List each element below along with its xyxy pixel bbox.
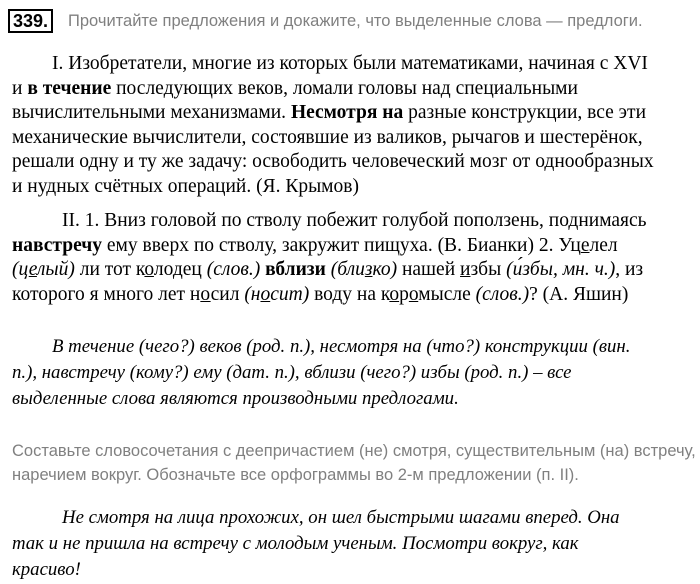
- text1-line: и в течение последующих веков, ломали головы над специальными: [12, 77, 578, 99]
- orthogram: и: [460, 259, 471, 281]
- answer2-line: Не смотря на лица прохожих, он шел быстрыми шагами вперед. Она: [62, 507, 620, 528]
- task-2: [12, 440, 696, 487]
- answer1-line: В течение (чего?) веков (род. п.), несмотря на (что?) конструкции (вин.: [52, 336, 631, 357]
- answer1-line: выделенные слова являются производными предлогами.: [12, 388, 459, 409]
- text1-line: решали одну и ту же задачу: освободить человеческий мозг от однообразных: [12, 151, 654, 173]
- orthogram: о: [260, 283, 271, 305]
- text1-line: и нудных счётных операций. (Я. Крымов): [12, 175, 359, 197]
- task2-line: наречием вокруг. Обозначьте все орфограммы во 2-м предложении (п. II).: [12, 465, 579, 484]
- text1-line: вычислительными механизмами. Несмотря на разные конструкции, все эти: [12, 102, 647, 124]
- text2-line: которого я много лет носил (носит) воду на коромысле (слов.)? (А. Яшин): [12, 283, 629, 305]
- answer-2: [12, 505, 692, 583]
- text1-line: механические вычислители, состоявшие из валиков, рычагов и шестерёнок,: [12, 126, 643, 148]
- orthogram: о: [389, 283, 400, 305]
- exercise-header: [6, 8, 696, 36]
- highlighted-word: в течение: [27, 77, 112, 99]
- highlighted-word: Несмотря на: [290, 102, 404, 124]
- orthogram: е: [580, 234, 590, 256]
- answer1-line: п.), навстречу (кому?) ему (дат. п.), вблизи (чего?) избы (род. п.) – все: [12, 362, 572, 383]
- orthogram: е: [28, 259, 37, 281]
- text2-line: (целый) ли тот колодец (слов.) вблизи (близко) нашей избы (и́збы, мн. ч.), из: [12, 259, 644, 281]
- answer-1: [12, 334, 692, 412]
- text1-line: I. Изобретатели, многие из которых были математиками, начиная с XVI: [52, 53, 648, 74]
- exercise-number: 339.: [8, 9, 53, 33]
- exercise-task: Прочитайте предложения и докажите, что выделенные слова — предлоги.: [68, 12, 643, 30]
- text-part-2: [12, 209, 692, 307]
- task2-line: Составьте словосочетания с деепричастием (не) смотря, существительным (на) встречу,: [12, 442, 696, 460]
- orthogram: о: [144, 259, 154, 281]
- highlighted-word: навстречу: [12, 234, 102, 256]
- answer2-line: так и не пришла на встречу с молодым ученым. Посмотри вокруг, как: [12, 533, 579, 554]
- answer2-line: красиво!: [12, 559, 81, 580]
- orthogram: о: [408, 283, 419, 305]
- text-part-1: [12, 52, 692, 200]
- text2-line: II. 1. Вниз головой по стволу побежит голубой поползень, поднимаясь: [62, 210, 647, 231]
- orthogram: з: [364, 259, 373, 281]
- orthogram: о: [200, 283, 211, 305]
- text2-line: навстречу ему вверх по стволу, закружит пищуха. (В. Бианки) 2. Уцелел: [12, 234, 618, 256]
- highlighted-word: вблизи: [265, 259, 326, 281]
